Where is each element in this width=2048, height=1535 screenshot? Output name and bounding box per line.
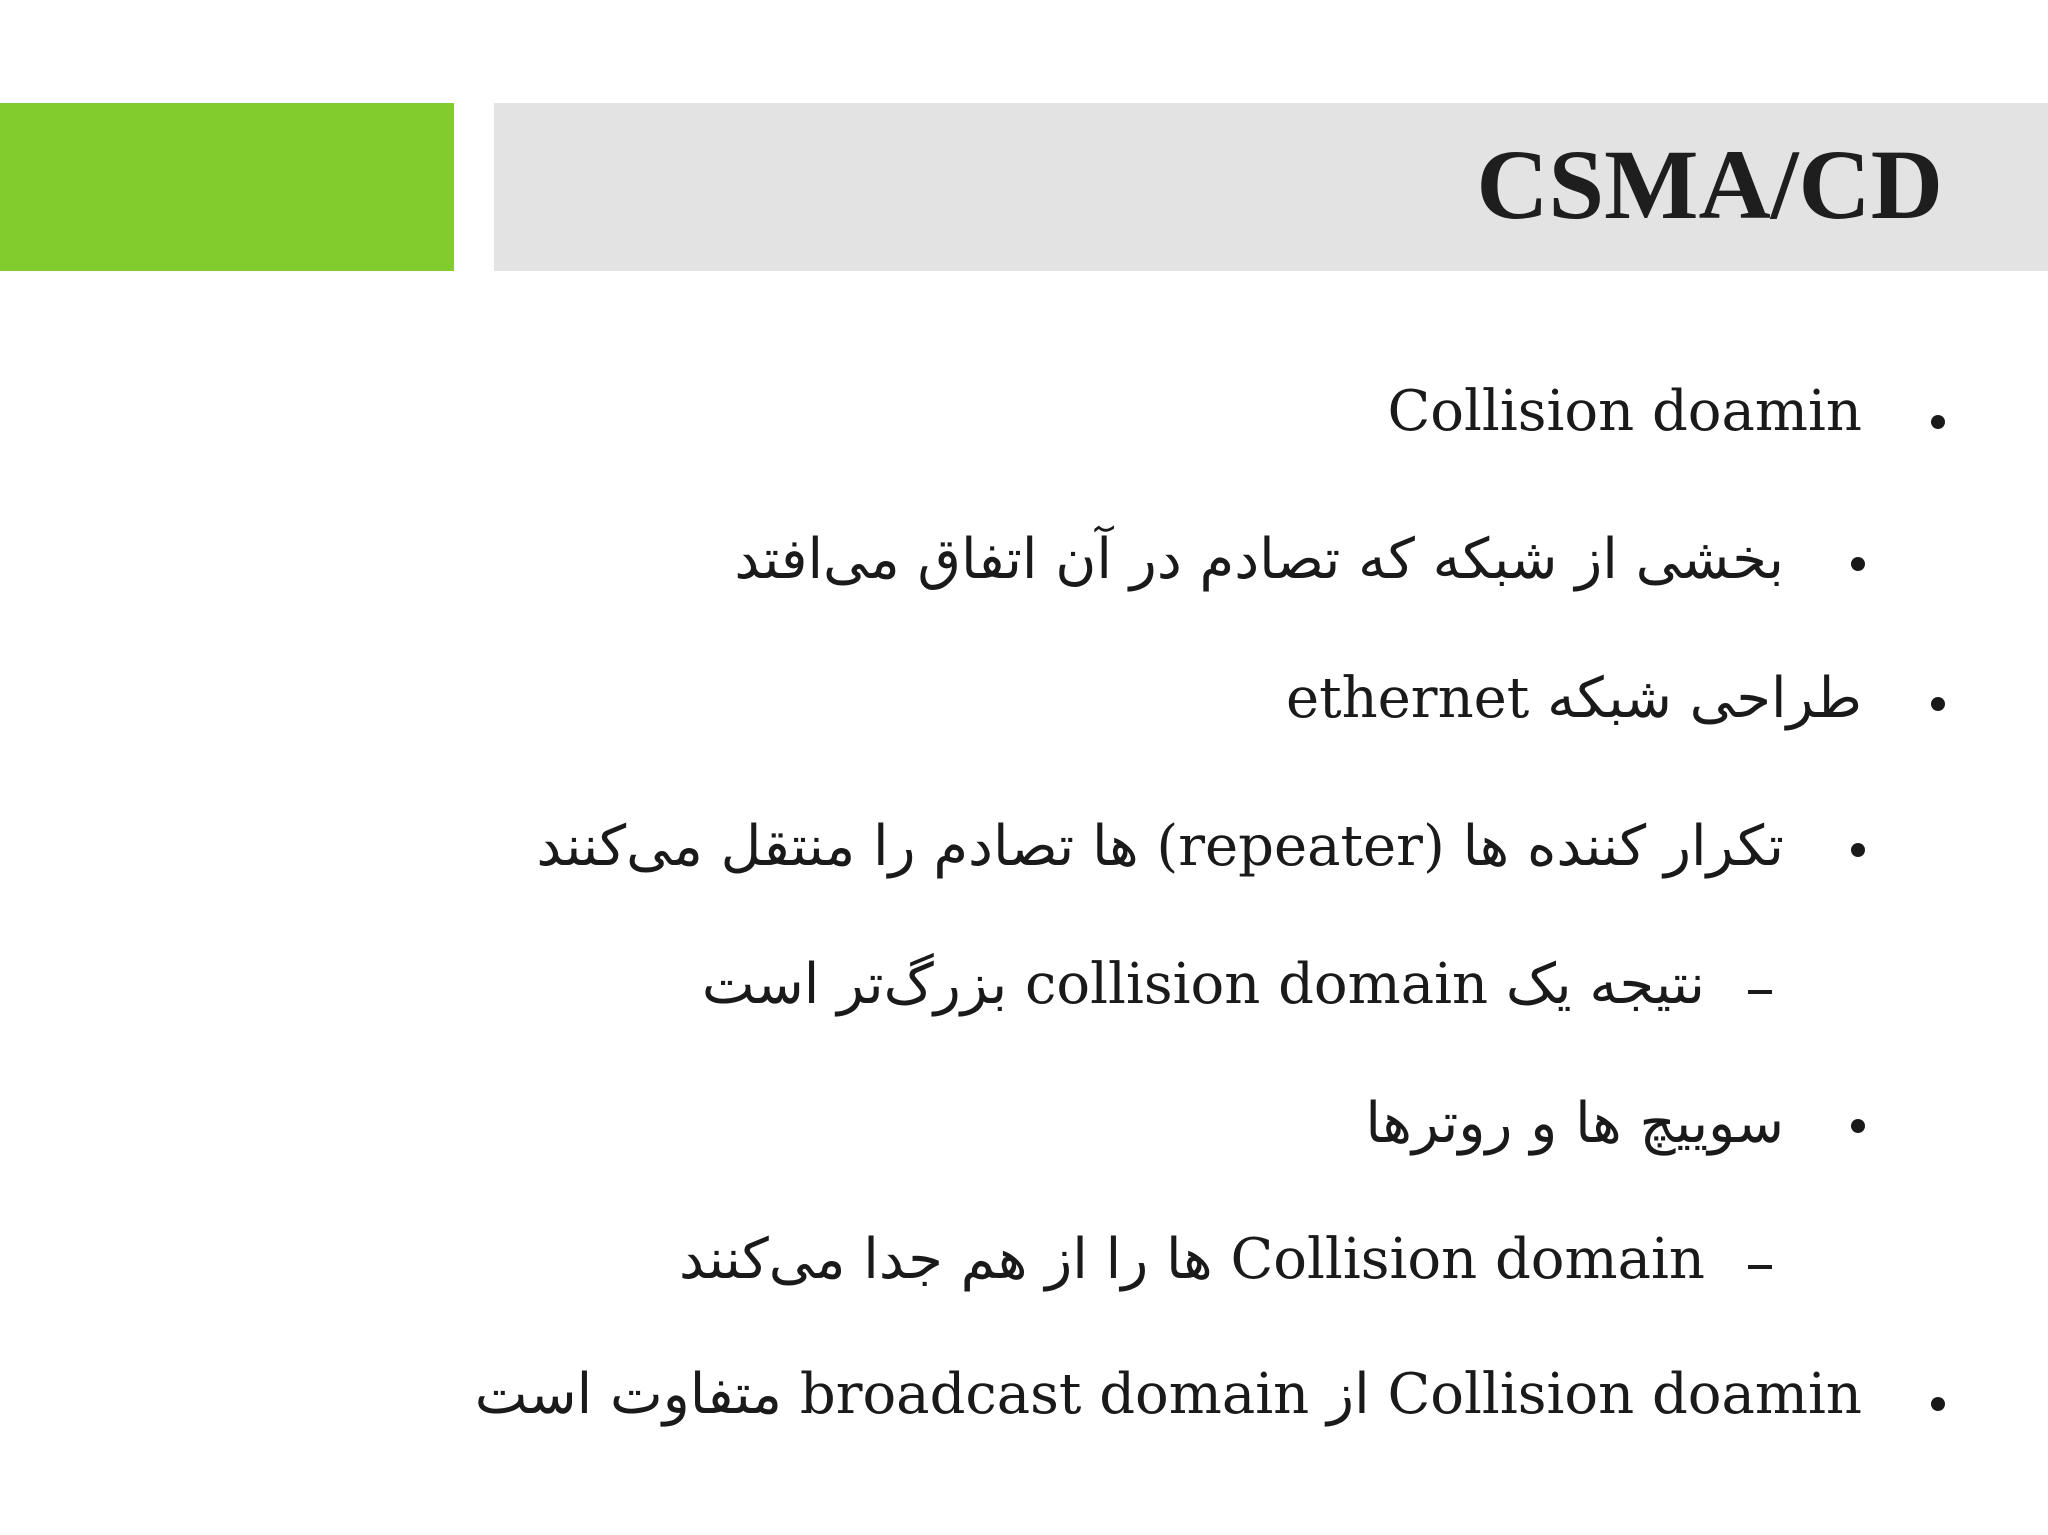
bullet-icon: [1851, 557, 1865, 571]
list-item: تکرار کننده ها (repeater) ها تصادم را منتقل می‌کنند: [536, 814, 1784, 879]
bullet-icon: [1931, 697, 1945, 711]
list-item: نتیجه یک collision domain بزرگ‌تر است: [701, 952, 1705, 1017]
list-item: Collision domain ها را از هم جدا می‌کنند: [678, 1227, 1705, 1292]
dash-icon: [1748, 990, 1772, 994]
list-item: بخشی از شبکه که تصادم در آن اتفاق می‌افتد: [734, 527, 1784, 592]
list-item: Collision doamin: [1387, 379, 1862, 444]
accent-bar: [0, 103, 454, 271]
list-item: طراحی شبکه ethernet: [1285, 666, 1862, 731]
slide-title: CSMA/CD: [1476, 129, 1943, 240]
bullet-icon: [1931, 415, 1945, 429]
dash-icon: [1748, 1265, 1772, 1269]
list-item: Collision doamin از broadcast domain متفاوت است: [474, 1362, 1862, 1427]
list-item: سوییچ ها و روترها: [1365, 1091, 1784, 1156]
bullet-icon: [1931, 1397, 1945, 1411]
bullet-icon: [1851, 843, 1865, 857]
bullet-icon: [1851, 1119, 1865, 1133]
